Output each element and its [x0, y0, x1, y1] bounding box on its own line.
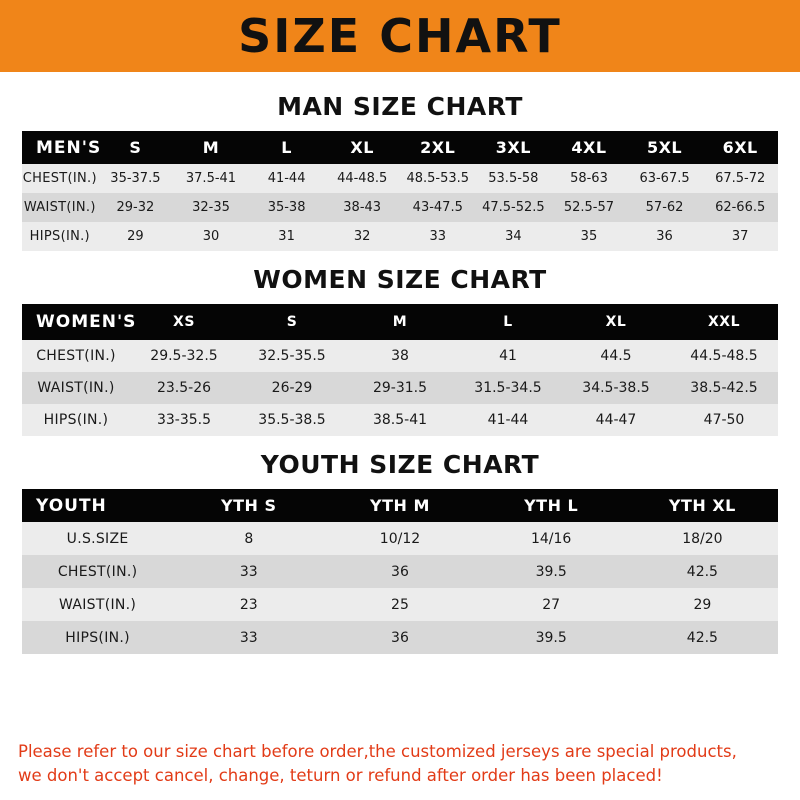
- section-women: [22, 255, 778, 436]
- charts-container: [0, 72, 800, 730]
- header-cell-size: YTH S: [173, 489, 324, 522]
- row-value: 44-47: [562, 404, 670, 436]
- row-value: 33: [173, 555, 324, 588]
- row-value: 23.5-26: [130, 372, 238, 404]
- header-cell-size: L: [454, 304, 562, 340]
- row-value: 44-48.5: [324, 164, 400, 193]
- header-cell-size: YTH L: [476, 489, 627, 522]
- header-cell-size: 2XL: [400, 131, 476, 164]
- row-value: 39.5: [476, 621, 627, 654]
- row-value: 43-47.5: [400, 193, 476, 222]
- row-value: 25: [324, 588, 475, 621]
- row-value: 8: [173, 522, 324, 555]
- row-value: 37.5-41: [173, 164, 249, 193]
- row-value: 38.5-41: [346, 404, 454, 436]
- table-row: [22, 522, 778, 555]
- section-title-women: WOMEN SIZE CHART: [253, 265, 547, 294]
- table-youth-body: [22, 489, 778, 654]
- header-cell-label: YOUTH: [22, 489, 173, 522]
- row-value: 34.5-38.5: [562, 372, 670, 404]
- header-cell-size: YTH M: [324, 489, 475, 522]
- row-value: 41-44: [454, 404, 562, 436]
- header-cell-size: M: [346, 304, 454, 340]
- row-value: 67.5-72: [702, 164, 778, 193]
- row-value: 10/12: [324, 522, 475, 555]
- table-row: [22, 404, 778, 436]
- row-value: 36: [627, 222, 703, 251]
- row-label: WAIST(IN.): [22, 588, 173, 621]
- policy-note-line-2: we don't accept cancel, change, teturn or refund after order has been placed!: [18, 766, 663, 786]
- table-row: [22, 621, 778, 654]
- header-cell-size: XS: [130, 304, 238, 340]
- header-cell-size: 3XL: [476, 131, 552, 164]
- row-label: HIPS(IN.): [22, 404, 130, 436]
- row-value: 36: [324, 621, 475, 654]
- table-row: [22, 164, 778, 193]
- page-title: SIZE CHART: [238, 9, 562, 63]
- row-value: 53.5-58: [476, 164, 552, 193]
- row-label: WAIST(IN.): [22, 193, 98, 222]
- row-value: 35-37.5: [98, 164, 174, 193]
- row-value: 29-32: [98, 193, 174, 222]
- header-cell-size: XL: [562, 304, 670, 340]
- row-value: 26-29: [238, 372, 346, 404]
- row-value: 44.5-48.5: [670, 340, 778, 372]
- row-value: 35: [551, 222, 627, 251]
- row-value: 48.5-53.5: [400, 164, 476, 193]
- row-value: 31.5-34.5: [454, 372, 562, 404]
- table-row: [22, 588, 778, 621]
- row-value: 39.5: [476, 555, 627, 588]
- header-cell-size: 6XL: [702, 131, 778, 164]
- row-value: 38-43: [324, 193, 400, 222]
- row-value: 18/20: [627, 522, 778, 555]
- row-value: 29: [627, 588, 778, 621]
- row-value: 32.5-35.5: [238, 340, 346, 372]
- row-value: 52.5-57: [551, 193, 627, 222]
- row-label: U.S.SIZE: [22, 522, 173, 555]
- row-value: 33: [400, 222, 476, 251]
- section-title-youth: YOUTH SIZE CHART: [260, 450, 540, 479]
- row-label: CHEST(IN.): [22, 555, 173, 588]
- row-value: 41-44: [249, 164, 325, 193]
- table-women-body: [22, 304, 778, 436]
- row-value: 63-67.5: [627, 164, 703, 193]
- header-cell-size: L: [249, 131, 325, 164]
- header-cell-size: 5XL: [627, 131, 703, 164]
- header-banner: [0, 0, 800, 72]
- row-value: 42.5: [627, 621, 778, 654]
- table-row: [22, 193, 778, 222]
- section-title-man: MAN SIZE CHART: [277, 92, 523, 121]
- table-man-body: [22, 131, 778, 251]
- header-cell-label: MEN'S: [22, 131, 98, 164]
- row-value: 29: [98, 222, 174, 251]
- row-label: HIPS(IN.): [22, 621, 173, 654]
- header-cell-size: XL: [324, 131, 400, 164]
- row-value: 14/16: [476, 522, 627, 555]
- header-cell-size: M: [173, 131, 249, 164]
- row-value: 58-63: [551, 164, 627, 193]
- table-man-size: [22, 131, 778, 251]
- header-cell-size: S: [98, 131, 174, 164]
- row-value: 29-31.5: [346, 372, 454, 404]
- row-value: 57-62: [627, 193, 703, 222]
- policy-note-line-1: Please refer to our size chart before order,the customized jerseys are special products,: [18, 742, 737, 762]
- table-row: [22, 555, 778, 588]
- row-value: 23: [173, 588, 324, 621]
- row-value: 33: [173, 621, 324, 654]
- row-value: 29.5-32.5: [130, 340, 238, 372]
- row-value: 32-35: [173, 193, 249, 222]
- table-row: [22, 372, 778, 404]
- header-cell-size: YTH XL: [627, 489, 778, 522]
- row-value: 47-50: [670, 404, 778, 436]
- row-label: CHEST(IN.): [22, 164, 98, 193]
- row-value: 27: [476, 588, 627, 621]
- table-row: [22, 340, 778, 372]
- row-value: 36: [324, 555, 475, 588]
- header-cell-size: XXL: [670, 304, 778, 340]
- row-label: HIPS(IN.): [22, 222, 98, 251]
- row-value: 37: [702, 222, 778, 251]
- header-cell-size: S: [238, 304, 346, 340]
- row-label: WAIST(IN.): [22, 372, 130, 404]
- section-man: [22, 82, 778, 251]
- row-value: 38.5-42.5: [670, 372, 778, 404]
- table-youth-size: [22, 489, 778, 654]
- row-label: CHEST(IN.): [22, 340, 130, 372]
- section-youth: [22, 440, 778, 654]
- row-value: 62-66.5: [702, 193, 778, 222]
- row-value: 42.5: [627, 555, 778, 588]
- row-value: 35-38: [249, 193, 325, 222]
- row-value: 41: [454, 340, 562, 372]
- row-value: 47.5-52.5: [476, 193, 552, 222]
- row-value: 32: [324, 222, 400, 251]
- table-header-row: [22, 304, 778, 340]
- row-value: 30: [173, 222, 249, 251]
- table-header-row: [22, 131, 778, 164]
- row-value: 33-35.5: [130, 404, 238, 436]
- row-value: 34: [476, 222, 552, 251]
- row-value: 35.5-38.5: [238, 404, 346, 436]
- table-women-size: [22, 304, 778, 436]
- header-cell-size: 4XL: [551, 131, 627, 164]
- header-cell-label: WOMEN'S: [22, 304, 130, 340]
- row-value: 31: [249, 222, 325, 251]
- table-header-row: [22, 489, 778, 522]
- table-row: [22, 222, 778, 251]
- row-value: 38: [346, 340, 454, 372]
- policy-note: [0, 730, 800, 800]
- row-value: 44.5: [562, 340, 670, 372]
